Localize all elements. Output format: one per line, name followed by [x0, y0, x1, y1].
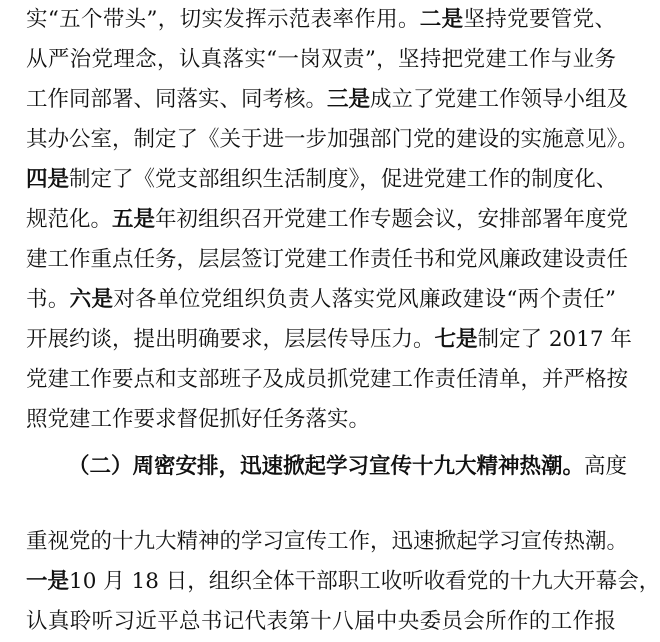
ordinal-label: 二是 [419, 7, 464, 32]
text-line-14: 认真聆听习近平总书记代表第十八届中央委员会所作的工作报 [26, 609, 616, 634]
text-line-6: 规范化。五是年初组织召开党建工作专题会议，安排部署年度党 [26, 207, 629, 232]
text-line-11: 照党建工作要求督促抓好任务落实。 [26, 407, 371, 432]
ordinal-label: 一是 [26, 569, 70, 594]
ordinal-label: 三是 [327, 87, 371, 112]
text-line-10: 党建工作要点和支部班子及成员抓党建工作责任清单，并严格按 [26, 367, 629, 392]
text-line-8: 书。六是对各单位党组织负责人落实党风廉政建设“两个责任” [26, 287, 616, 312]
text-line-4: 其办公室，制定了《关于进一步加强部门党的建设的实施意见》。 [26, 127, 639, 152]
section-heading-continuation: 高度 [584, 454, 628, 479]
ordinal-label: 七是 [434, 327, 478, 352]
text-line-1: 实“五个带头”，切实发挥示范表率作用。二是坚持党要管党、 [26, 7, 616, 32]
text-line-12: 重视党的十九大精神的学习宣传工作，迅速掀起学习宣传热潮。 [26, 529, 629, 554]
section-heading [68, 447, 628, 487]
text-line-5: 四是制定了《党支部组织生活制度》，促进党建工作的制度化、 [26, 167, 618, 192]
text-line-13: 一是10 月 18 日，组织全体干部职工收听收看党的十九大开幕会， [26, 569, 660, 594]
ordinal-label: 六是 [69, 287, 114, 312]
ordinal-label: 四是 [26, 167, 70, 192]
text-line-7: 建工作重点任务，层层签订党建工作责任书和党风廉政建设责任 [26, 247, 629, 272]
section-heading-title: （二）周密安排，迅速掀起学习宣传十九大精神热潮。 [68, 454, 585, 479]
text-line-9: 开展约谈，提出明确要求，层层传导压力。七是制定了 2017 年 [26, 327, 632, 352]
text-line-3: 工作同部署、同落实、同考核。三是成立了党建工作领导小组及 [26, 87, 629, 112]
text-line-2: 从严治党理念，认真落实“一岗双责”，坚持把党建工作与业务 [26, 47, 616, 72]
ordinal-label: 五是 [112, 207, 156, 232]
